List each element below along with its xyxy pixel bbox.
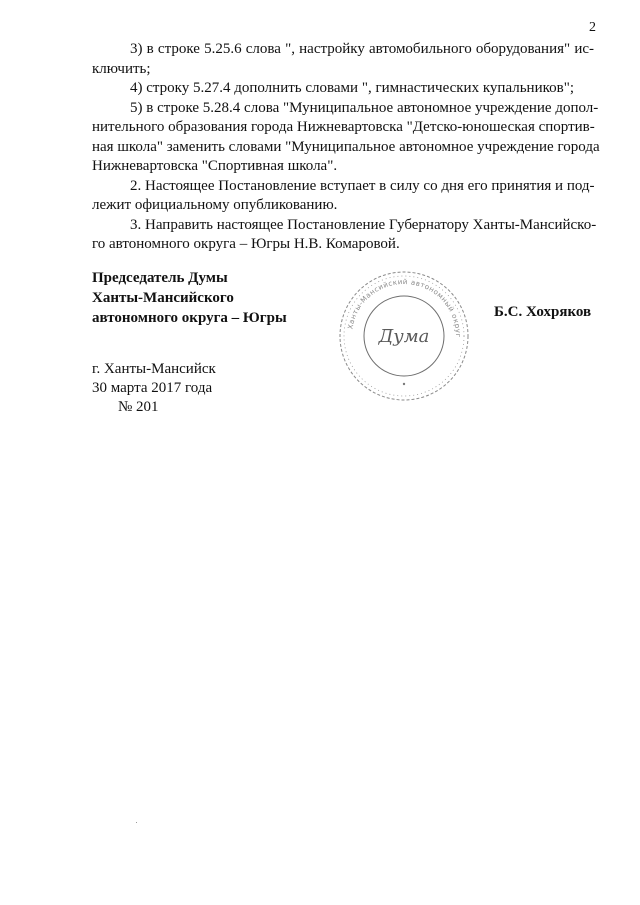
paragraph-line: ная школа" заменить словами "Муниципальное автономное учреждение города bbox=[92, 138, 600, 155]
paragraph-line: Нижневартовска "Спортивная школа". bbox=[92, 158, 338, 174]
paragraph-line: 5) в строке 5.28.4 слова "Муниципальное автономное учреждение допол- bbox=[130, 99, 599, 116]
signatory-title-line: Ханты-Мансийского bbox=[92, 290, 234, 306]
paragraph-line: го автономного округа – Югры Н.В. Комаровой. bbox=[92, 236, 400, 252]
document-place: г. Ханты-Мансийск bbox=[92, 361, 216, 377]
signatory-title-line: Председатель Думы bbox=[92, 270, 228, 286]
paragraph-line: 4) строку 5.27.4 дополнить словами ", гимнастических купальников"; bbox=[130, 80, 575, 96]
paragraph-line: лежит официальному опубликованию. bbox=[92, 197, 338, 213]
paragraph-line: 3. Направить настоящее Постановление Губернатору Ханты-Мансийско- bbox=[130, 216, 597, 233]
stamp-ring-text: Ханты-Мансийский автономный округ bbox=[346, 277, 463, 338]
document-body bbox=[92, 40, 600, 255]
paragraph-line: 2. Настоящее Постановление вступает в силу со дня его принятия и под- bbox=[130, 177, 595, 194]
official-stamp bbox=[334, 266, 474, 406]
scan-speck bbox=[136, 822, 137, 823]
paragraph-line: нительного образования города Нижневартовска "Детско-юношеская спортив- bbox=[92, 119, 595, 135]
signatory-title-line: автономного округа – Югры bbox=[92, 310, 287, 326]
document-number: № 201 bbox=[118, 399, 159, 415]
signatory-title bbox=[92, 268, 287, 328]
stamp-center-text: Дума bbox=[378, 326, 430, 347]
signatory-name: Б.С. Хохряков bbox=[494, 304, 592, 320]
paragraph-line: 3) в строке 5.25.6 слова ", настройку автомобильного оборудования" ис- bbox=[130, 41, 594, 57]
document-date: 30 марта 2017 года bbox=[92, 380, 213, 396]
page-number: 2 bbox=[589, 20, 596, 35]
paragraph-line: ключить; bbox=[92, 60, 151, 77]
place-date-block bbox=[92, 360, 216, 417]
